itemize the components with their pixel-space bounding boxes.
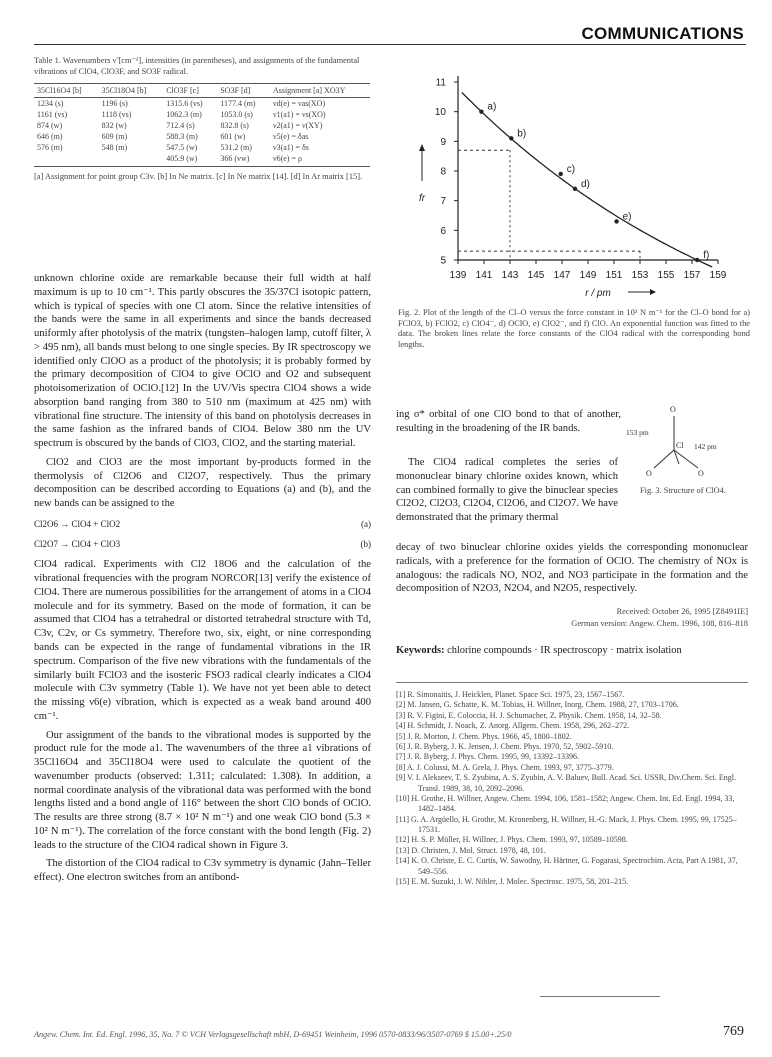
reference-item: [15] E. M. Suzuki, J. W. Nibler, J. Molec. Spectrosc. 1975, 58, 201–215. xyxy=(396,877,629,887)
references-list xyxy=(396,690,748,887)
table-cell: 1196 (s) xyxy=(101,99,128,108)
left-paragraph-4: Our assignment of the bands to the vibrational modes is supported by the product rule for the mode a1. The wavenumbers of the three a1 vibrations of 35Cl16O4 and 35Cl18O4 were used to calculate the quotient of the wavenumber products (observed: 1.311; calculated: 1.308). In addition, a normal coordinate analysis of the vibrational data was performed with the bond lengths listed and a bond angle of 116° between the short ClO bonds of OClO. The results are three strong (8.7 × 10² N m⁻¹) and one weak ClO bond (5.3 × 10² N m⁻¹). The correlation of the force constant with the bond length (Fig. 2) leads to the structure of the ClO4 radical shown in Figure 3. xyxy=(34,729,371,851)
table-cell: ν5(e) = δas xyxy=(272,132,309,141)
y-tick-label: 10 xyxy=(434,107,446,119)
table-cell: 531.2 (m) xyxy=(220,143,252,152)
left-column xyxy=(34,272,371,890)
data-point xyxy=(509,136,513,140)
table-cell: 601 (w) xyxy=(220,132,246,141)
right-paragraph-2b: decay of two binuclear chlorine oxides yields the corresponding mononuclear radicals, with a preference for the formation of OClO. The chemistry of NOx is analogous: the radicals NO, NO2, and NO3 participate in the formation and the decomposition of N2O3, N2O4, and N2O5, respectively. xyxy=(396,542,748,595)
table1-footnote: [a] Assignment for point group C3v. [b] In Ne matrix. [c] In Ne matrix [14]. [d] In Ar matrix [15]. xyxy=(34,172,363,181)
table-row xyxy=(34,142,370,153)
equation-b-body: Cl2O7 → ClO4 + ClO3 xyxy=(34,538,121,549)
right-column-mid xyxy=(396,456,618,530)
table-cell xyxy=(34,153,99,164)
reference-item: [12] H. S. P. Müller, H. Willner, J. Phys. Chem. 1993, 97, 10589–10598. xyxy=(396,835,628,845)
table-row xyxy=(34,98,370,110)
x-tick-label: 139 xyxy=(449,270,467,281)
y-tick-label: 8 xyxy=(440,166,446,178)
y-tick-label: 5 xyxy=(440,255,446,267)
table-cell: 405.9 (w) xyxy=(166,154,198,163)
equation-b xyxy=(34,539,371,551)
data-point xyxy=(695,258,699,262)
y-label-arrowhead xyxy=(419,144,425,151)
reference-item: [1] R. Simonaitis, J. Heicklen, Planet. Space Sci. 1975, 23, 1567–1567. xyxy=(396,690,625,699)
right-paragraph-1: ing σ* orbital of one ClO bond to that of another, resulting in the broadening of the IR bands. xyxy=(396,409,621,434)
y-tick-label: 7 xyxy=(440,196,446,208)
table-cell: 646 (m) xyxy=(37,132,63,141)
page-number: 769 xyxy=(723,1024,744,1039)
fig3-caption: Fig. 3. Structure of ClO4. xyxy=(640,486,726,495)
table-cell: ν3(a1) = δs xyxy=(272,143,309,152)
x-tick-label: 145 xyxy=(527,270,545,281)
table1-col-header: 35Cl16O4 [b] xyxy=(34,84,99,98)
x-tick-label: 157 xyxy=(683,270,701,281)
fig2-caption: Fig. 2. Plot of the length of the Cl–O versus the force constant in 10² N m⁻¹ for the Cl–O bond for a) FClO3, b) FClO2, c) ClO4⁻, d) OClO, e) ClO2⁻, and f) ClO. An exponential function was fitted to the data. The broken lines relate the force constants of the ClO4 radical with the corresponding bond lengths. xyxy=(398,308,750,349)
x-tick-label: 151 xyxy=(605,270,623,281)
right-column-top xyxy=(396,408,621,441)
reference-item: [10] H. Grothe, H. Willner, Angew. Chem. 1994, 106, 1581–1582; Angew. Chem. Int. Ed. Engl. 1994, 33, 1482–1484. xyxy=(396,793,735,814)
fig3-atom-o-right: O xyxy=(698,469,704,478)
y-tick-label: 6 xyxy=(440,225,446,237)
table-cell: 832 (w) xyxy=(101,121,127,130)
table-cell: 1315.6 (vs) xyxy=(166,99,203,108)
references-rule xyxy=(396,682,748,683)
data-point-label: b) xyxy=(517,128,527,140)
table-cell: νd(e) = νas(XO) xyxy=(272,99,326,108)
left-paragraph-2: ClO2 and ClO3 are the most important by-products formed in the thermolysis of Cl2O6 and Cl2O7, respectively. Thus the primary decomposition can be described according to Equations (a) and (b), and the new bands can be assigned to the xyxy=(34,456,371,510)
table-cell: 548 (m) xyxy=(101,143,128,152)
reference-item: [5] J. R. Morton, J. Chem. Phys. 1966, 45, 1800–1802. xyxy=(396,731,572,741)
table-cell: 1062.3 (m) xyxy=(166,110,202,119)
x-tick-label: 147 xyxy=(553,270,571,281)
data-point-label: d) xyxy=(581,178,590,190)
reference-item: [3] R. V. Figini, E. Coloccia, H. J. Schumacher, Z. Physik. Chem. 1958, 14, 32–58. xyxy=(396,710,662,720)
table-cell: 874 (w) xyxy=(37,121,63,130)
table-cell: 832.8 (s) xyxy=(220,121,249,130)
left-paragraph-1: unknown chlorine oxide are remarkable because their full width at half maximum is up to 10 cm⁻¹. This partly obscures the 35/37Cl isotopic pattern, which is typical of species with one Cl atom. Since the relative intensities of the bands were the same in all experiments and since the bands decreased uniformly after photolysis of the matrix (tungsten–halogen lamp, cutoff filter, λ > 495 nm), all bands must belong to one single species. By IR spectroscopy we identified only ClOO as a product of the photolysis; it is probably formed by the primary decomposition of ClO4 to give OClO and O2 and subsequent photoisomerization of OClO.[12] In the UV/Vis spectra ClO4 shows a wide absorption band ranging from 380 to 510 nm (maximum at 425 nm) with vibrational fine structure. The intensity of this band on photolysis decreases in the same fashion as the infrared bands of ClO4. Below 380 nm the UV spectrum is obscured by the bands of ClO3, ClO2, and the starting material. xyxy=(34,273,371,450)
fig3-structure xyxy=(624,402,744,482)
x-tick-label: 155 xyxy=(657,270,675,281)
table-cell: 1053.0 (s) xyxy=(220,110,253,119)
table-cell: ν1(a1) = νs(XO) xyxy=(272,110,326,119)
x-tick-label: 159 xyxy=(709,270,727,281)
table1-header-row xyxy=(34,84,370,98)
reference-item: [7] J. R. Byberg, J. Phys. Chem. 1995, 99, 13392–13396. xyxy=(396,752,579,762)
x-axis-label: r / pm xyxy=(585,288,611,299)
fig3-atom-o-left: O xyxy=(646,469,652,478)
data-point-label: a) xyxy=(487,101,497,113)
table1 xyxy=(34,83,370,164)
table-cell: 609 (m) xyxy=(101,132,128,141)
keywords-block xyxy=(396,644,748,658)
table-cell: ν6(e) = ρ xyxy=(272,154,302,163)
table-cell: 1234 (s) xyxy=(37,99,64,108)
x-tick-label: 149 xyxy=(579,270,597,281)
data-point xyxy=(573,187,577,191)
table-cell: 712.4 (s) xyxy=(166,121,195,130)
equation-a xyxy=(34,519,371,531)
fig2-chart xyxy=(400,60,750,300)
x-label-arrowhead xyxy=(650,289,656,295)
table-cell: 1161 (vs) xyxy=(37,110,68,119)
y-tick-label: 11 xyxy=(435,77,446,89)
table1-col-header: Assignment [a] XO3Y xyxy=(270,84,370,98)
reference-item: [6] J. R. Byberg, J. K. Jensen, J. Chem. Phys. 1970, 52, 5902–5910. xyxy=(396,741,614,751)
y-tick-label: 9 xyxy=(440,136,446,148)
fig3-label-142: 142 pm xyxy=(694,442,717,451)
table-cell: 576 (m) xyxy=(37,143,63,152)
table-row xyxy=(34,153,370,164)
table-row xyxy=(34,131,370,142)
received-block xyxy=(396,606,748,630)
data-point xyxy=(614,219,618,223)
y-axis-label: fr xyxy=(418,193,426,204)
x-tick-label: 153 xyxy=(631,270,649,281)
reference-item: [8] A. J. Colussi, M. A. Grela, J. Phys. Chem. 1993, 97, 3775–3779. xyxy=(396,762,614,772)
reference-item: [9] V. I. Alekseev, T. S. Zyubina, A. S. Zyubin, A. V. Baluev, Bull. Acad. Sci. USSR, Div.Chem. Sci. Engl. Transl. 1989, 38, 10, 2092–2096. xyxy=(396,773,737,793)
data-point xyxy=(559,172,563,176)
references-end-rule xyxy=(540,996,660,997)
fig3-bond-left xyxy=(654,450,674,468)
keywords-text: chlorine compounds · IR spectroscopy · matrix isolation xyxy=(447,645,682,656)
fig3-atom-cl: Cl xyxy=(676,441,684,450)
right-column-bottom xyxy=(396,541,748,601)
right-paragraph-2a: The ClO4 radical completes the series of mononuclear binary chlorine oxides known, which can combined formally to give the binuclear species Cl2O2, Cl2O3, Cl2O4, Cl2O6, and Cl2O7. We have demonstrated that the primary thermal xyxy=(396,457,619,524)
table-cell: ν2(a1) = ν(XY) xyxy=(272,121,323,130)
table-cell: 588.3 (m) xyxy=(166,132,198,141)
header-rule xyxy=(34,44,746,45)
fig3-label-153: 153 pm xyxy=(626,428,649,437)
received-line: Received: October 26, 1995 [Z8491IE] xyxy=(616,607,748,616)
fig3-atom-o-top: O xyxy=(670,405,676,414)
x-tick-label: 141 xyxy=(475,270,493,281)
german-version-line: German version: Angew. Chem. 1996, 108, 816–818 xyxy=(571,618,748,628)
data-point xyxy=(479,109,483,113)
table-cell: 1118 (vs) xyxy=(101,110,132,119)
reference-item: [11] G. A. Argüello, H. Grothe, M. Kronenberg, H. Willner, H.-G. Mack, J. Phys. Chem. 1995, 99, 17525–17531. xyxy=(396,814,737,835)
section-header: COMMUNICATIONS xyxy=(581,24,744,43)
equation-a-label: (a) xyxy=(361,519,371,530)
keywords-label: Keywords: xyxy=(396,645,445,656)
equation-a-body: Cl2O6 → ClO4 + ClO2 xyxy=(34,519,121,530)
left-paragraph-3: ClO4 radical. Experiments with Cl2 18O6 and the calculation of the vibrational frequencies with the program NORCOR[13] verify the existence of ClO4. There are numerous possibilities for the arrangement of atoms in a ClO4 molecule and for its symmetry. Based on the mode of formation, it can be assumed that ClO4 has a tetrahedral or distorted tetrahedral structure with Td, C3v, C2v, or Cs symmetry. Therefore two, six, eight, or nine corresponding bands can be expected in the range of fundamental vibrations in the IR spectrum. Comparison of the five new vibrations with the fundamentals of the similarly built FClO3 and the isosteric FSO3 radical clearly indicates a ClO4 molecule with C3v symmetry (Table 1). We have not yet been able to detect the missing ν6(e) vibration, which is expected as a weak band around 400 cm⁻¹. xyxy=(34,559,371,722)
reference-item: [2] M. Jansen, G. Schatte, K. M. Tobias, H. Willner, Inorg. Chem. 1988, 27, 1703–1706. xyxy=(396,700,679,710)
table1-caption: Table 1. Wavenumbers ν̃ [cm⁻¹], intensities (in parentheses), and assignments of the fundamental vibrations of ClO4, ClO3F, and SO3F radical. xyxy=(34,56,360,76)
table1-col-header: 35Cl18O4 [b] xyxy=(99,84,164,98)
table1-body xyxy=(34,98,370,165)
table1-block xyxy=(34,56,370,183)
table-row xyxy=(34,109,370,120)
fig2-marks xyxy=(458,93,712,268)
reference-item: [13] D. Christen, J. Mol. Struct. 1978, 48, 101. xyxy=(396,845,546,855)
table-cell xyxy=(99,153,164,164)
data-point-label: f) xyxy=(703,250,710,261)
table1-col-header: SO3F [d] xyxy=(217,84,270,98)
page-footer: Angew. Chem. Int. Ed. Engl. 1996, 35, No. 7 © VCH Verlagsgesellschaft mbH, D-69451 Weinheim, 1996 0570-0833/96/3507-0769 $ 15.00+.25/0 xyxy=(34,1030,512,1039)
table-cell: 1177.4 (m) xyxy=(220,99,256,108)
data-point-label: e) xyxy=(622,211,632,223)
equation-b-label: (b) xyxy=(360,538,371,549)
table-row xyxy=(34,120,370,131)
x-tick-label: 143 xyxy=(501,270,519,281)
reference-item: [14] K. O. Christe, E. C. Curtis, W. Sawodny, H. Härtner, G. Fogarasi, Spectrochim. Acta, Part A 1981, 37, 549–556. xyxy=(396,856,738,876)
reference-item: [4] H. Schmidt, J. Noack, Z. Anorg. Allgem. Chem. 1958, 296, 262–272. xyxy=(396,721,630,731)
table-cell: 547.5 (w) xyxy=(166,143,198,152)
table1-col-header: ClO3F [c] xyxy=(163,84,217,98)
left-paragraph-5: The distortion of the ClO4 radical to C3v symmetry is dynamic (Jahn–Teller effect). One electron switches from an antibond- xyxy=(34,858,371,884)
data-point-label: c) xyxy=(566,163,576,175)
table-cell: 366 (vw) xyxy=(220,154,250,163)
